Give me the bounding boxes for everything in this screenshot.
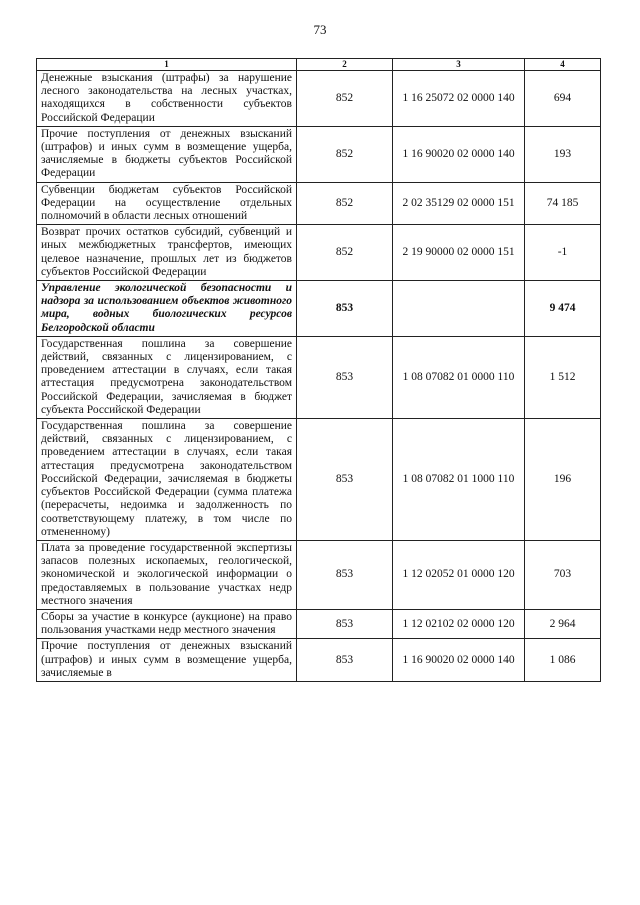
row-amount-cell: 9 474 bbox=[525, 281, 601, 337]
row-amount-cell: 74 185 bbox=[525, 182, 601, 225]
column-header-kbk: 3 bbox=[393, 59, 525, 71]
table-row bbox=[37, 609, 601, 638]
table-row bbox=[37, 336, 601, 418]
row-name-cell: Субвенции бюджетам субъектов Российской Федерации на осуществление отдельных полномочий в области лесных отношений bbox=[37, 182, 297, 225]
row-admin-code-cell: 853 bbox=[297, 609, 393, 638]
row-admin-code-cell: 853 bbox=[297, 639, 393, 682]
row-amount-cell: 196 bbox=[525, 419, 601, 541]
table-row bbox=[37, 540, 601, 609]
row-admin-code-cell: 852 bbox=[297, 182, 393, 225]
row-admin-code-cell: 853 bbox=[297, 419, 393, 541]
table-row bbox=[37, 182, 601, 225]
row-name-cell: Государственная пошлина за совершение действий, связанных с лицензированием, с проведением аттестации в случаях, если такая аттестация предусмотрена законодательством Российской Федерации, зачисляемая в бюджеты субъектов Российской Федерации (сумма платежа (перерасчеты, недоимка и задолженность по соответствующему платежу, в том числе по отмененному) bbox=[37, 419, 297, 541]
table-row bbox=[37, 419, 601, 541]
row-kbk-cell: 1 12 02102 02 0000 120 bbox=[393, 609, 525, 638]
row-amount-cell: 703 bbox=[525, 540, 601, 609]
row-kbk-cell: 1 08 07082 01 0000 110 bbox=[393, 336, 525, 418]
row-amount-cell: 694 bbox=[525, 71, 601, 127]
row-admin-code-cell: 852 bbox=[297, 225, 393, 281]
row-kbk-cell: 1 16 90020 02 0000 140 bbox=[393, 639, 525, 682]
row-kbk-cell: 1 16 90020 02 0000 140 bbox=[393, 126, 525, 182]
table-header-row bbox=[37, 59, 601, 71]
column-header-admin-code: 2 bbox=[297, 59, 393, 71]
budget-table bbox=[36, 58, 601, 682]
table-row bbox=[37, 281, 601, 337]
table-row bbox=[37, 126, 601, 182]
row-kbk-cell: 2 19 90000 02 0000 151 bbox=[393, 225, 525, 281]
column-header-amount: 4 bbox=[525, 59, 601, 71]
table-row bbox=[37, 225, 601, 281]
row-name-cell: Управление экологической безопасности и надзора за использованием объектов животного мира, водных биологических ресурсов Белгородской области bbox=[37, 281, 297, 337]
row-amount-cell: 2 964 bbox=[525, 609, 601, 638]
row-amount-cell: 1 086 bbox=[525, 639, 601, 682]
row-amount-cell: 1 512 bbox=[525, 336, 601, 418]
row-kbk-cell: 1 16 25072 02 0000 140 bbox=[393, 71, 525, 127]
row-admin-code-cell: 853 bbox=[297, 281, 393, 337]
row-admin-code-cell: 852 bbox=[297, 71, 393, 127]
table-row bbox=[37, 71, 601, 127]
row-amount-cell: -1 bbox=[525, 225, 601, 281]
row-kbk-cell: 1 08 07082 01 1000 110 bbox=[393, 419, 525, 541]
row-admin-code-cell: 853 bbox=[297, 540, 393, 609]
row-name-cell: Возврат прочих остатков субсидий, субвенций и иных межбюджетных трансфертов, имеющих целевое назначение, прошлых лет из бюджетов субъектов Российской Федерации bbox=[37, 225, 297, 281]
column-header-name: 1 bbox=[37, 59, 297, 71]
row-name-cell: Прочие поступления от денежных взысканий (штрафов) и иных сумм в возмещение ущерба, зачисляемые в bbox=[37, 639, 297, 682]
row-name-cell: Государственная пошлина за совершение действий, связанных с лицензированием, с проведением аттестации в случаях, если такая аттестация предусмотрена законодательством Российской Федерации, зачисляемая в бюджет субъекта Российской Федерации bbox=[37, 336, 297, 418]
row-amount-cell: 193 bbox=[525, 126, 601, 182]
row-name-cell: Прочие поступления от денежных взысканий (штрафов) и иных сумм в возмещение ущерба, зачисляемые в бюджеты субъектов Российской Федерации bbox=[37, 126, 297, 182]
row-name-cell: Денежные взыскания (штрафы) за нарушение лесного законодательства на лесных участках, находящихся в собственности субъектов Российской Федерации bbox=[37, 71, 297, 127]
row-kbk-cell: 1 12 02052 01 0000 120 bbox=[393, 540, 525, 609]
table-row bbox=[37, 639, 601, 682]
row-kbk-cell bbox=[393, 281, 525, 337]
row-kbk-cell: 2 02 35129 02 0000 151 bbox=[393, 182, 525, 225]
row-name-cell: Сборы за участие в конкурсе (аукционе) на право пользования участками недр местного значения bbox=[37, 609, 297, 638]
row-name-cell: Плата за проведение государственной экспертизы запасов полезных ископаемых, геологической, экономической и экологической информации о предоставляемых в пользование участках недр местного значения bbox=[37, 540, 297, 609]
row-admin-code-cell: 852 bbox=[297, 126, 393, 182]
page-number: 73 bbox=[313, 22, 327, 37]
row-admin-code-cell: 853 bbox=[297, 336, 393, 418]
